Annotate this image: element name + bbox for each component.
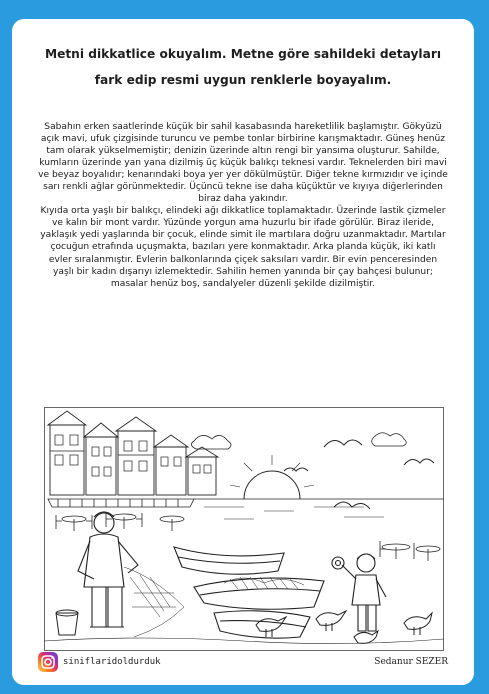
title-line-2: fark edip resmi uygun renklerle boyayalım. — [94, 73, 392, 87]
fisherman — [78, 512, 138, 627]
fishing-boats — [174, 547, 324, 638]
story-paragraph-2: Kıyıda orta yaşlı bir balıkçı, elindeki ağı dikkatlice toplamaktadır. Üzerinde lastik çizmeler ve kalın bir mont vardır. Yüzünde yorgun ama huzurlu bir ifade görülür. Biraz ileride, yaklaşık yedi yaşlarında bir çocuk, elinde simit ile martılara doğru uzanmaktadır. Martılar çocuğun etrafında uçuşmakta, bazıları yere konmaktadır. Arka planda küçük, iki katlı evler sıralanmıştır. Evlerin balkonlarında çiçek saksıları vardır. Bir evin penceresinden yaşlı bir kadın dışarıyı izlemektedir. Sahilin hemen yanında bir çay bahçesi bulunur; masalar henüz boş, sandalyeler düzenli şekilde dizilmiştir. — [40, 206, 446, 289]
instagram-handle[interactable]: siniflaridoldurduk — [63, 657, 161, 667]
coloring-illustration — [44, 407, 444, 651]
town-houses — [48, 411, 218, 495]
instagram-icon — [38, 652, 58, 672]
instagram-credit[interactable] — [38, 651, 161, 673]
worksheet-title — [12, 41, 474, 93]
story-paragraph-1: Sabahın erken saatlerinde küçük bir sahil kasabasında hareketlilik başlamıştır. Gökyüzü açık mavi, ufuk çizgisinde turuncu ve pembe tonlar birbirine karışmaktadır. Güneş henüz tam olarak yükselmemiştir; denizin üzerinde altın rengi bir yansıma oluşturur. Sahilde, kumların üzerinde yan yana dizilmiş üç küçük balıkçı teknesi vardır. Teknelerden biri mavi ve beyaz boyalıdır; kenarındaki boya yer yer dökülmüştür. Diğer tekne kırmızıdır ve içinde sarı renkli ağlar görünmektedir. Üçüncü tekne ise daha küçüktür ve kıyıya diğerlerinden biraz daha yakındır. — [38, 122, 448, 205]
title-line-1: Metni dikkatlice okuyalım. Metne göre sahildeki detayları — [44, 47, 442, 61]
author-name: Sedanur SEZER — [374, 657, 448, 667]
worksheet-page — [12, 19, 474, 685]
tea-garden — [48, 499, 194, 531]
story-text — [38, 121, 448, 290]
